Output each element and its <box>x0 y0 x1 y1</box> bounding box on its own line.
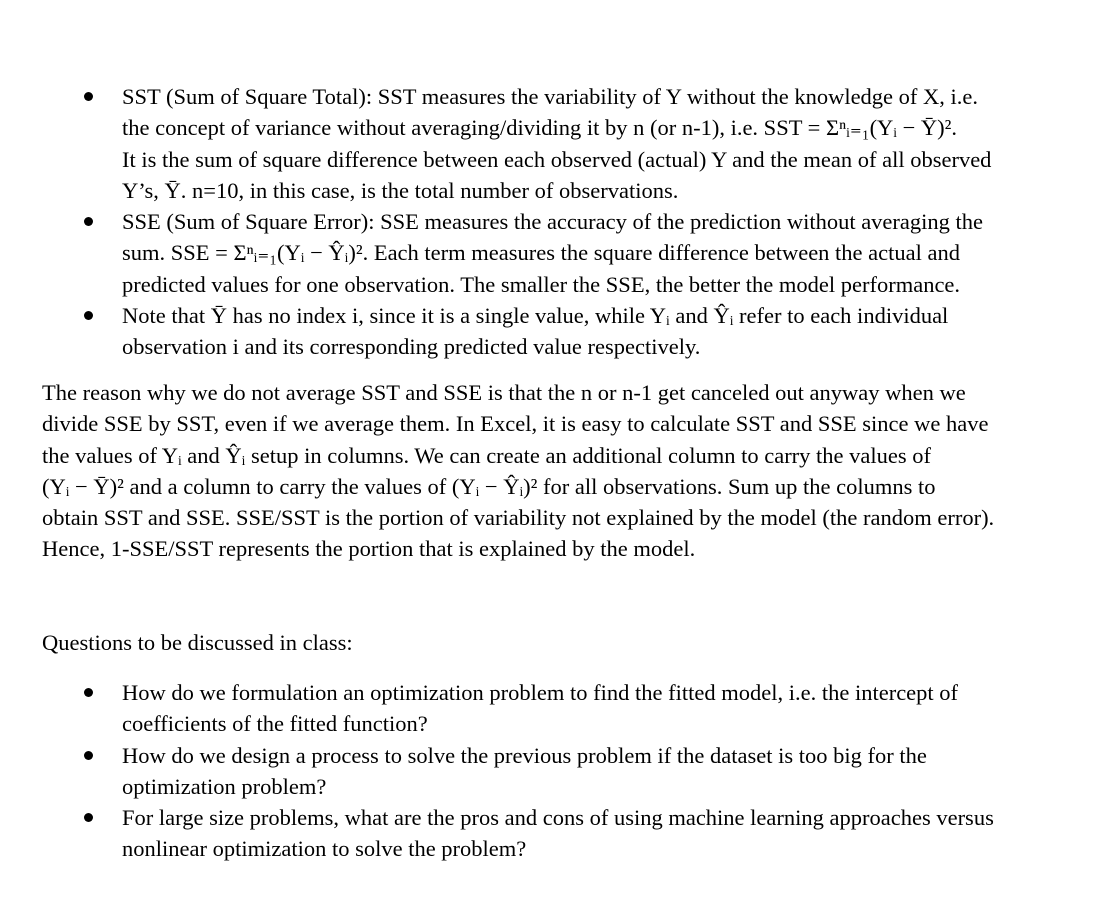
text-line: SST (Sum of Square Total): SST measures the variability of Y without the knowledge of X, i.e. <box>122 84 979 109</box>
bullet-icon <box>84 751 93 760</box>
text-line: Hence, 1-SSE/SST represents the portion that is explained by the model. <box>42 536 696 562</box>
list-item-sse <box>0 206 1112 300</box>
text-line: The reason why we do not average SST and SSE is that the n or n-1 get canceled out anyway when we <box>42 380 966 405</box>
text-line: (Yᵢ − Ȳ)² and a column to carry the values of (Yᵢ − Ŷᵢ)² for all observations. Sum up the columns to <box>42 473 936 499</box>
text-line: predicted values for one observation. The smaller the SSE, the better the model performance. <box>122 271 961 297</box>
definitions-list <box>0 81 1112 363</box>
text-line: observation i and its corresponding predicted value respectively. <box>122 334 701 360</box>
list-item-question <box>0 802 1112 865</box>
text-line: the values of Yᵢ and Ŷᵢ setup in columns. We can create an additional column to carry the values of <box>42 442 932 468</box>
bullet-icon <box>84 688 93 697</box>
text-line: nonlinear optimization to solve the problem? <box>122 836 527 862</box>
questions-heading: Questions to be discussed in class: <box>42 630 353 655</box>
text-line: It is the sum of square difference between each observed (actual) Y and the mean of all observed <box>122 146 992 172</box>
text-line: sum. SSE = Σⁿᵢ₌₁(Yᵢ − Ŷᵢ)². Each term measures the square difference between the actual and <box>122 240 960 266</box>
list-item-sst <box>0 81 1112 206</box>
text-line: obtain SST and SSE. SSE/SST is the portion of variability not explained by the model (the random error). <box>42 505 995 531</box>
list-item-question <box>0 740 1112 803</box>
text-line: How do we formulation an optimization problem to find the fitted model, i.e. the intercept of <box>122 680 959 705</box>
bullet-icon <box>84 813 93 822</box>
text-line: divide SSE by SST, even if we average them. In Excel, it is easy to calculate SST and SSE since we have <box>42 411 989 437</box>
text-line: Note that Ȳ has no index i, since it is a single value, while Yᵢ and Ŷᵢ refer to each individual <box>122 303 949 329</box>
text-line: For large size problems, what are the pros and cons of using machine learning approaches versus <box>122 805 994 831</box>
text-line: coefficients of the fitted function? <box>122 711 428 737</box>
bullet-icon <box>84 217 93 226</box>
list-item-note <box>0 300 1112 363</box>
text-line: How do we design a process to solve the previous problem if the dataset is too big for the <box>122 742 927 768</box>
bullet-icon <box>84 92 93 101</box>
text-line: the concept of variance without averaging/dividing it by n (or n-1), i.e. SST = Σⁿᵢ₌₁(Yᵢ − Ȳ)². <box>122 115 958 141</box>
text-line: Y’s, Ȳ. n=10, in this case, is the total number of observations. <box>122 177 679 203</box>
bullet-icon <box>84 311 93 320</box>
text-line: SSE (Sum of Square Error): SSE measures the accuracy of the prediction without averaging the <box>122 209 984 235</box>
list-item-question <box>0 677 1112 740</box>
questions-list <box>0 677 1112 865</box>
explanation-paragraph <box>42 377 1082 565</box>
text-line: optimization problem? <box>122 773 327 799</box>
